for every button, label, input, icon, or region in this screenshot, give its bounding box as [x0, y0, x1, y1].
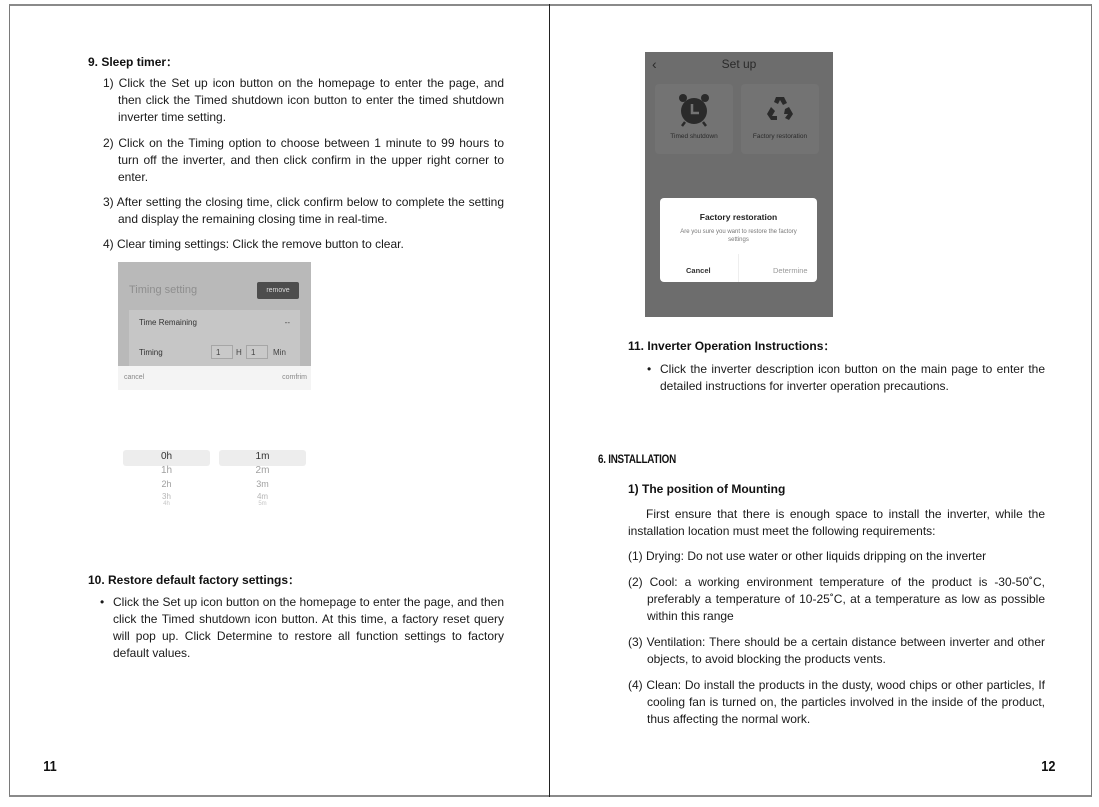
page-divider	[549, 4, 550, 797]
page-number-right: 12	[1041, 758, 1056, 775]
section9-step-1	[103, 75, 504, 126]
requirement-4: (4) Clean: Do install the products in the dusty, wood chips or other particles, If cooling fan is turned on, the particles involved in the inside of the product, thus affecting the normal work.	[628, 678, 1045, 726]
time-remaining-value: --	[284, 318, 290, 327]
timed-shutdown-card[interactable]	[655, 84, 733, 154]
time-wheel-picker[interactable]	[118, 448, 311, 518]
dialog-message: Are you sure you want to restore the factory settings	[680, 229, 797, 243]
requirement-1: (1) Drying: Do not use water or other liquids dripping on the inverter	[628, 549, 987, 563]
step-text: 4) Clear timing settings: Click the remove button to clear.	[103, 237, 404, 251]
step-text: 3) After setting the closing time, click confirm below to complete the setting and display the remaining closing time in real-time.	[103, 195, 504, 226]
time-remaining-label: Time Remaining	[139, 318, 197, 327]
hours-input[interactable]: 1	[211, 345, 233, 359]
timing-setting-title: Timing setting	[129, 284, 198, 296]
timing-label: Timing	[139, 348, 163, 357]
dialog-title: Factory restoration	[699, 212, 778, 222]
minute-option[interactable]: 2m	[255, 465, 270, 476]
factory-restoration-card[interactable]	[741, 84, 819, 154]
section9-step-4	[103, 236, 504, 253]
hours-unit: H	[236, 348, 242, 357]
section9-step-3	[103, 194, 504, 228]
mounting-subheading: 1) The position of Mounting	[628, 482, 786, 496]
bullet-icon: •	[100, 595, 105, 609]
hour-option[interactable]: 1h	[160, 465, 173, 476]
chevron-left-icon[interactable]: ‹	[652, 56, 657, 72]
dialog-cancel-button[interactable]: Cancel	[686, 266, 711, 275]
setup-screenshot	[645, 52, 833, 317]
section10-heading: 10. Restore default factory settings：	[88, 573, 301, 587]
section10-bullet	[100, 594, 504, 662]
factory-restoration-label: Factory restoration	[752, 133, 808, 140]
timing-footer	[118, 366, 311, 390]
bullet-text: Click the inverter description icon button on the main page to enter the detailed instructions for inverter operation precautions.	[660, 362, 1045, 393]
dialog-determine-button[interactable]: Determine	[773, 266, 808, 275]
hour-option[interactable]: 4h	[163, 501, 170, 507]
bullet-icon: •	[647, 362, 652, 376]
recycle-icon	[763, 92, 797, 128]
remove-button[interactable]: remove	[257, 282, 299, 299]
cancel-button[interactable]: cancel	[124, 374, 145, 381]
requirement-2: (2) Cool: a working environment temperature of the product is -30-50˚C, preferably a temperature of 10-25˚C, at a temperature as low as possible within this range	[628, 575, 1045, 623]
minute-option[interactable]: 3m	[256, 479, 269, 489]
page-number-left: 11	[43, 758, 57, 775]
step-text: 2) Click on the Timing option to choose between 1 minute to 99 hours to turn off the inverter, and then click confirm in the upper right corner to enter.	[103, 136, 504, 184]
hour-option[interactable]: 0h	[160, 451, 173, 462]
hour-option[interactable]: 2h	[161, 479, 172, 489]
minute-option[interactable]: 4m	[256, 492, 269, 501]
installation-intro: First ensure that there is enough space to install the inverter, while the installation location must meet the following requirements:	[628, 507, 1045, 538]
section9-heading: 9. Sleep timer：	[88, 55, 179, 69]
minutes-input[interactable]: 1	[246, 345, 268, 359]
dialog-button-separator	[738, 254, 739, 282]
alarm-clock-icon	[677, 92, 711, 128]
section11-bullet	[647, 361, 1045, 395]
timing-panel	[129, 310, 300, 366]
requirement-3: (3) Ventilation: There should be a certain distance between inverter and other objects, to avoid blocking the products vents.	[628, 635, 1045, 666]
minute-option[interactable]: 1m	[255, 451, 270, 462]
timed-shutdown-label: Timed shutdown	[670, 133, 718, 140]
hour-option[interactable]: 3h	[162, 492, 171, 501]
step-text: 1) Click the Set up icon button on the homepage to enter the page, and then click the Timed shutdown icon button to enter the timed shutdown inverter time setting.	[103, 76, 504, 124]
timing-setting-screenshot	[118, 262, 311, 390]
minutes-unit: Min	[273, 348, 286, 357]
minute-option[interactable]: 5m	[258, 501, 267, 507]
installation-title: 6. INSTALLATION	[598, 452, 676, 466]
factory-restoration-dialog	[660, 198, 817, 282]
setup-title: Set up	[721, 57, 757, 71]
confirm-button[interactable]: comfrim	[282, 374, 307, 381]
bullet-text: Click the Set up icon button on the homepage to enter the page, and then click the Timed shutdown icon button. At this time, a factory reset query will pop up. Click Determine to restore all function settings to factory default values.	[113, 595, 504, 660]
section11-heading: 11. Inverter Operation Instructions：	[628, 339, 836, 353]
section9-step-2	[103, 135, 504, 186]
